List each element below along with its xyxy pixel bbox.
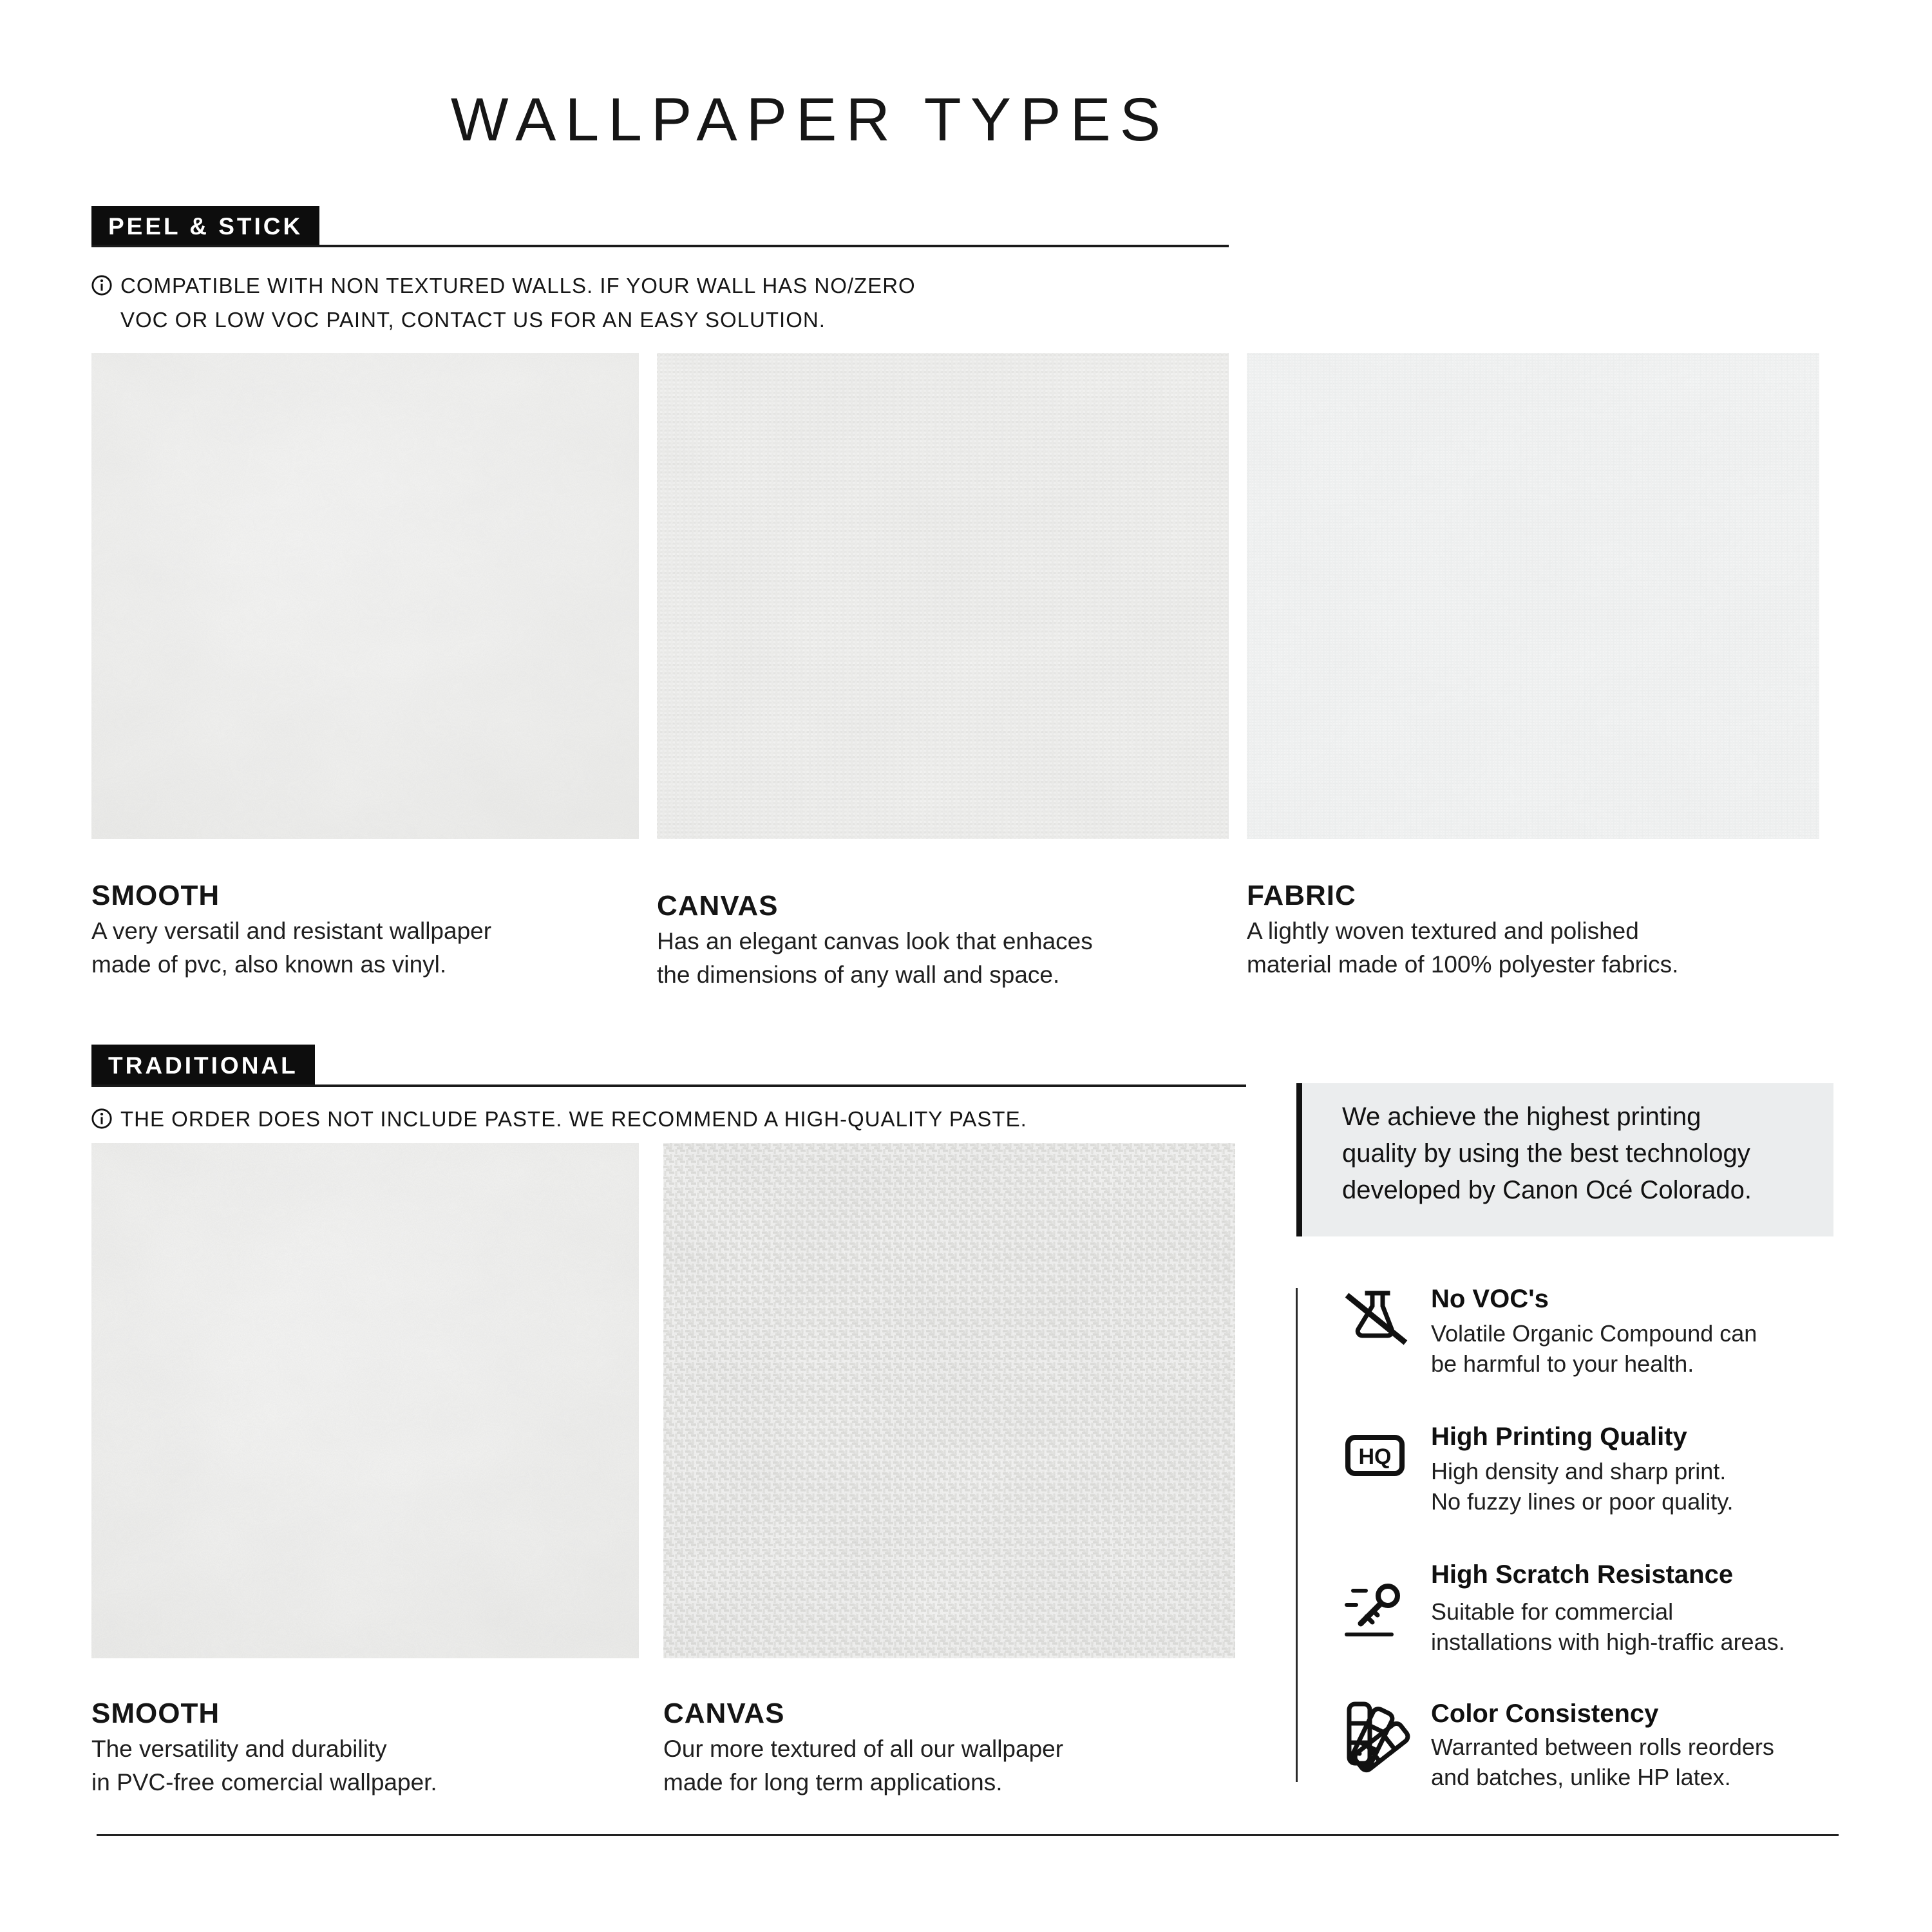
swatch-description: The versatility and durability in PVC-free comercial wallpaper. — [91, 1736, 437, 1795]
swatch-description: Our more textured of all our wallpaper made for long term applications. — [663, 1736, 1064, 1795]
swatch-name: CANVAS — [657, 890, 779, 922]
note-line-2: VOC OR LOW VOC PAINT, CONTACT US FOR AN EASY SOLUTION. — [120, 308, 826, 332]
swatch-image-peel-fabric — [1247, 353, 1819, 839]
feature-title: High Printing Quality — [1431, 1423, 1687, 1451]
feature-description: Volatile Organic Compound can be harmful to your health. — [1431, 1320, 1757, 1377]
note-line-1: COMPATIBLE WITH NON TEXTURED WALLS. IF YOUR WALL HAS NO/ZERO — [91, 270, 916, 305]
feature-description: Warranted between rolls reorders and batches, unlike HP latex. — [1431, 1734, 1774, 1790]
peel-stick-section-rule — [91, 245, 1229, 247]
info-icon — [91, 274, 113, 305]
info-icon — [91, 1107, 113, 1138]
feature-title: Color Consistency — [1431, 1700, 1659, 1728]
feature-description: Suitable for commercial installations with high-traffic areas. — [1431, 1598, 1785, 1655]
swatch-image-traditional-canvas — [663, 1143, 1235, 1658]
hq-badge-icon — [1343, 1423, 1407, 1488]
svg-text:HQ: HQ — [1358, 1444, 1392, 1469]
swatch-name: SMOOTH — [91, 1698, 220, 1729]
swatch-description: A very versatil and resistant wallpaper made of pvc, also known as vinyl. — [91, 918, 492, 978]
feature-description: High density and sharp print. No fuzzy lines or poor quality. — [1431, 1458, 1734, 1515]
page-title: WALLPAPER TYPES — [450, 86, 1170, 154]
peel-stick-note — [91, 270, 916, 336]
swatch-image-traditional-smooth — [91, 1143, 639, 1658]
swatch-description: Has an elegant canvas look that enhaces the dimensions of any wall and space. — [657, 928, 1093, 988]
swatch-name: SMOOTH — [91, 880, 220, 911]
quality-box-text: We achieve the highest printing quality by using the best technology developed by Canon Océ Colorado. — [1342, 1103, 1752, 1204]
no-voc-flask-icon — [1343, 1288, 1407, 1352]
feature-title: No VOC's — [1431, 1285, 1549, 1313]
traditional-note — [91, 1104, 1027, 1138]
traditional-section-rule — [91, 1084, 1246, 1087]
key-scratch-icon — [1343, 1577, 1407, 1641]
color-swatches-icon — [1343, 1699, 1407, 1770]
features-divider-line — [1296, 1288, 1298, 1782]
quality-box-accent-bar — [1296, 1083, 1302, 1236]
swatch-image-peel-smooth — [91, 353, 639, 839]
traditional-section-label: TRADITIONAL — [91, 1045, 315, 1087]
feature-title: High Scratch Resistance — [1431, 1560, 1734, 1589]
peel-stick-section-label: PEEL & STICK — [91, 206, 319, 247]
swatch-name: CANVAS — [663, 1698, 785, 1729]
quality-box — [1302, 1083, 1833, 1236]
swatch-description: A lightly woven textured and polished material made of 100% polyester fabrics. — [1247, 918, 1679, 978]
swatch-name: FABRIC — [1247, 880, 1356, 911]
swatch-image-peel-canvas — [657, 353, 1229, 839]
note-line-1: THE ORDER DOES NOT INCLUDE PASTE. WE RECOMMEND A HIGH-QUALITY PASTE. — [91, 1104, 1027, 1138]
bottom-rule — [97, 1834, 1839, 1836]
